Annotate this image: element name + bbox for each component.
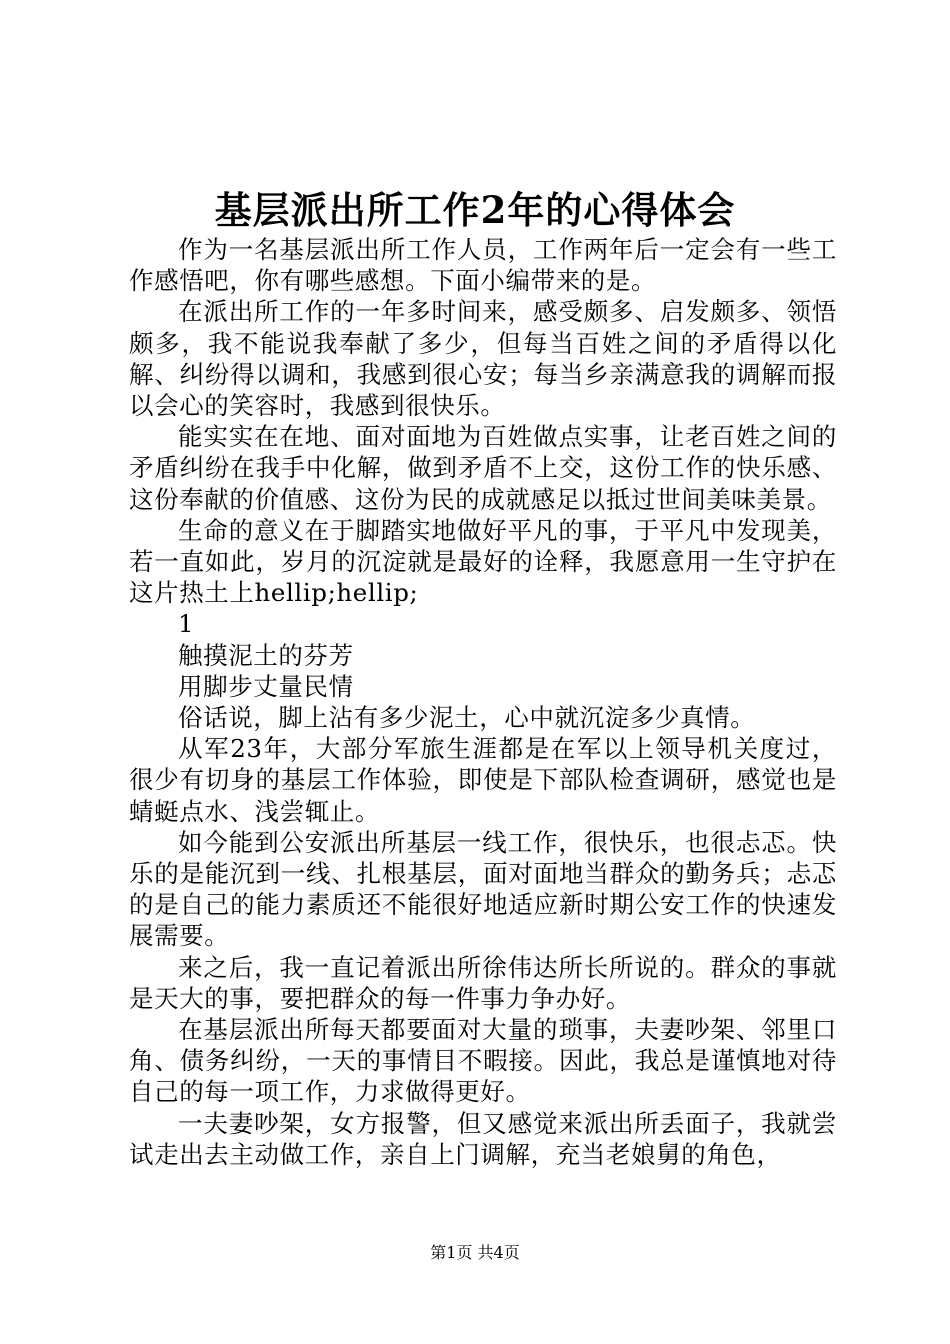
paragraph: 1 (178, 609, 195, 639)
paragraph: 俗话说，脚上沾有多少泥土，心中就沉淀多少真情。 (178, 703, 756, 733)
paragraph: 如今能到公安派出所基层一线工作，很快乐，也很忐忑。快乐的是能沉到一线、扎根基层，面对面地当群众的勤务兵；忐忑的是自己的能力素质还不能很好地适应新时期公安工作的快速发展需要。 (129, 827, 837, 951)
document-title: 基层派出所工作2年的心得体会 (214, 188, 736, 232)
paragraph: 在派出所工作的一年多时间来，感受颇多、启发颇多、领悟颇多，我不能说我奉献了多少，但每当百姓之间的矛盾得以化解、纠纷得以调和，我感到很心安；每当乡亲满意我的调解而报以会心的笑容时，我感到很快乐。 (129, 297, 837, 421)
paragraph: 来之后，我一直记着派出所徐伟达所长所说的。群众的事就是天大的事，要把群众的每一件事力争办好。 (129, 952, 837, 1013)
page-indicator: 第1页 共4页 (430, 1243, 520, 1262)
page-footer (0, 1242, 950, 1264)
paragraph: 从军23年，大部分军旅生涯都是在军以上领导机关度过，很少有切身的基层工作体验，即使是下部队检查调研，感觉也是蜻蜓点水、浅尝辄止。 (129, 734, 837, 826)
paragraph: 用脚步丈量民情 (178, 671, 354, 701)
document-body (129, 234, 837, 1170)
paragraph: 作为一名基层派出所工作人员，工作两年后一定会有一些工作感悟吧，你有哪些感想。下面小编带来的是。 (129, 235, 837, 296)
paragraph: 触摸泥土的芬芳 (178, 640, 354, 670)
paragraph: 在基层派出所每天都要面对大量的琐事，夫妻吵架、邻里口角、债务纠纷，一天的事情目不暇接。因此，我总是谨慎地对待自己的每一项工作，力求做得更好。 (129, 1015, 837, 1107)
paragraph: 能实实在在地、面对面地为百姓做点实事，让老百姓之间的矛盾纠纷在我手中化解，做到矛盾不上交，这份工作的快乐感、这份奉献的价值感、这份为民的成就感足以抵过世间美味美景。 (129, 422, 837, 514)
paragraph: 一夫妻吵架，女方报警，但又感觉来派出所丢面子，我就尝试走出去主动做工作，亲自上门调解，充当老娘舅的角色， (129, 1108, 837, 1169)
paragraph: 生命的意义在于脚踏实地做好平凡的事，于平凡中发现美，若一直如此，岁月的沉淀就是最好的诠释，我愿意用一生守护在这片热土上hellip;hellip; (129, 515, 837, 608)
